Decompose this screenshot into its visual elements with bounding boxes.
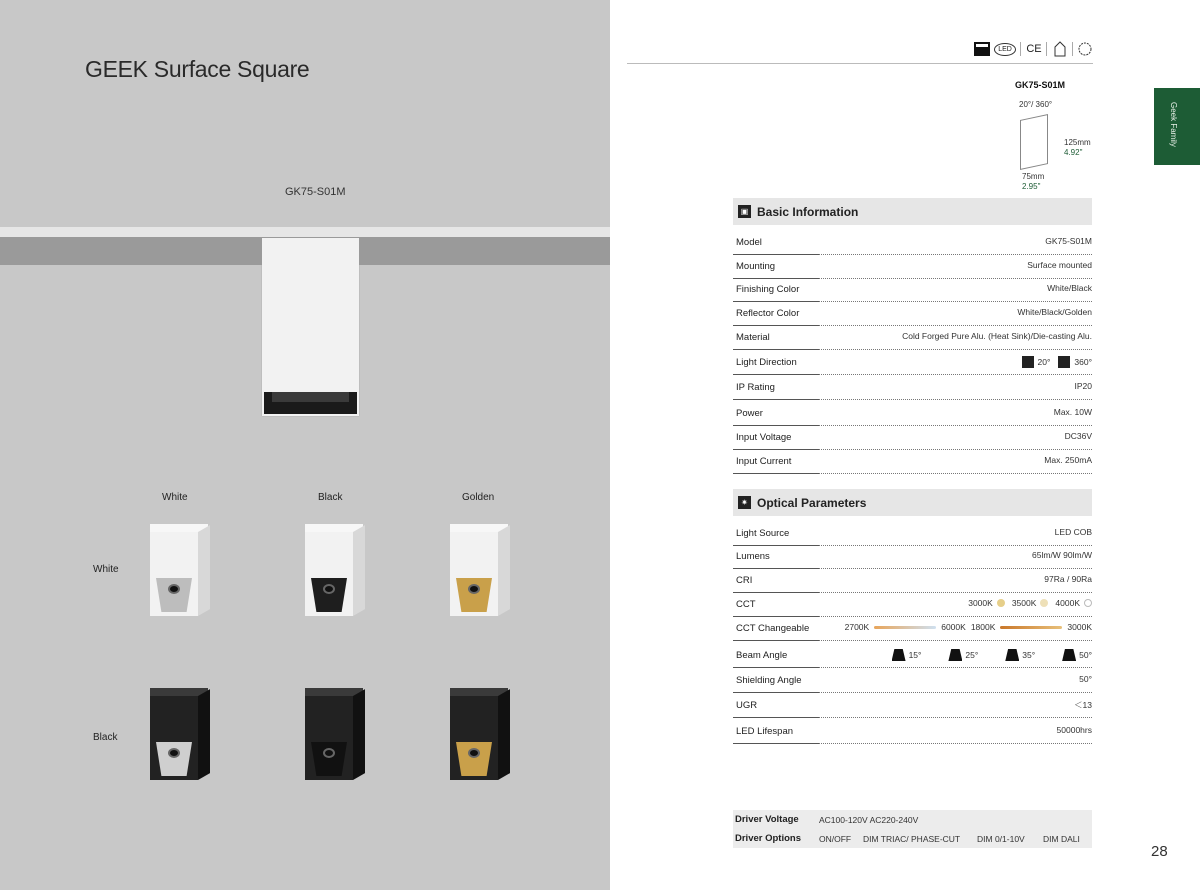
ukca-icon xyxy=(1052,40,1068,58)
diagram-model: GK75-S01M xyxy=(1015,80,1066,90)
width-in: 2.95" xyxy=(1022,182,1041,191)
warm-swatch-icon xyxy=(997,599,1005,607)
ceiling-surface xyxy=(0,227,610,237)
lamp-white-white xyxy=(150,524,212,616)
tilt-icon xyxy=(1022,356,1034,368)
ce-cert-icon: CE xyxy=(1026,43,1042,55)
opt-row-ugr: UGR ＜13 xyxy=(733,694,1092,718)
beam-35-icon xyxy=(1005,649,1019,661)
basic-info-header: ▣ Basic Information xyxy=(733,198,1092,225)
opt-row-cct: CCT 3000K 3500K 4000K xyxy=(733,593,1092,617)
chip-icon: ▣ xyxy=(738,205,751,218)
light-icon: ✷ xyxy=(738,496,751,509)
led-cert-icon: LED xyxy=(995,40,1015,58)
spec-row-light-direction: Light Direction 20° 360° xyxy=(733,351,1092,375)
rotate-icon xyxy=(1058,356,1070,368)
driver-options-row: Driver Options ON/OFF DIM TRIAC/ PHASE-CUT DIM 0/1-10V DIM DALI xyxy=(733,829,1092,848)
optical-header: ✷ Optical Parameters xyxy=(733,489,1092,516)
spec-row-input-current: Input Current Max. 250mA xyxy=(733,450,1092,474)
spec-row-material: Material Cold Forged Pure Alu. (Heat Sink)/Die-casting Alu. xyxy=(733,326,1092,350)
opt-row-beam: Beam Angle 15° 25° 35° 50° xyxy=(733,644,1092,668)
opt-row-shielding: Shielding Angle 50° xyxy=(733,669,1092,693)
column-label-golden: Golden xyxy=(462,492,495,503)
spec-row-reflector: Reflector Color White/Black/Golden xyxy=(733,302,1092,326)
row-label-white: White xyxy=(93,564,119,575)
neutral-swatch-icon xyxy=(1040,599,1048,607)
spec-row-input-voltage: Input Voltage DC36V xyxy=(733,426,1092,450)
family-side-tab[interactable]: Geek Family xyxy=(1154,88,1200,165)
opt-row-cct-changeable: CCT Changeable 2700K 6000K 1800K 3000K xyxy=(733,617,1092,641)
dimension-drawing xyxy=(1020,114,1048,170)
lamp-black-white xyxy=(150,688,212,780)
hero-lamp-image xyxy=(262,238,359,416)
lamp-black-golden xyxy=(450,688,512,780)
lamp-white-golden xyxy=(450,524,512,616)
header-divider xyxy=(627,63,1093,64)
beam-15-icon xyxy=(892,649,906,661)
spec-row-mounting: Mounting Surface mounted xyxy=(733,255,1092,279)
surface-mount-icon xyxy=(973,40,990,58)
opt-row-lumens: Lumens 65lm/W 90lm/W xyxy=(733,545,1092,569)
rotation-icon xyxy=(1076,40,1094,58)
width-mm: 75mm xyxy=(1022,172,1045,181)
row-label-black: Black xyxy=(93,732,118,743)
lamp-black-black xyxy=(305,688,367,780)
beam-25-icon xyxy=(948,649,962,661)
height-in: 4.92" xyxy=(1064,148,1083,157)
beam-50-icon xyxy=(1062,649,1076,661)
height-mm: 125mm xyxy=(1064,138,1091,147)
spec-row-model: Model GK75-S01M xyxy=(733,231,1092,255)
opt-row-lifespan: LED Lifespan 50000hrs xyxy=(733,720,1092,744)
cool-swatch-icon xyxy=(1084,599,1092,607)
column-label-white: White xyxy=(162,492,188,503)
page-title: GEEK Surface Square xyxy=(85,56,310,82)
dim-to-warm-gradient xyxy=(1000,626,1062,629)
opt-row-cri: CRI 97Ra / 90Ra xyxy=(733,569,1092,593)
lamp-white-black xyxy=(305,524,367,616)
opt-row-light-source: Light Source LED COB xyxy=(733,522,1092,546)
spec-row-ip: IP Rating IP20 xyxy=(733,376,1092,400)
page-number: 28 xyxy=(1151,843,1168,860)
diagram-angle: 20°/ 360° xyxy=(1019,100,1053,109)
driver-voltage-row: Driver Voltage AC100-120V AC220-240V xyxy=(733,810,1092,829)
spec-row-power: Power Max. 10W xyxy=(733,402,1092,426)
tunable-white-gradient xyxy=(874,626,936,629)
hero-model-label: GK75-S01M xyxy=(285,186,346,198)
column-label-black: Black xyxy=(318,492,343,503)
spec-row-finishing: Finishing Color White/Black xyxy=(733,278,1092,302)
